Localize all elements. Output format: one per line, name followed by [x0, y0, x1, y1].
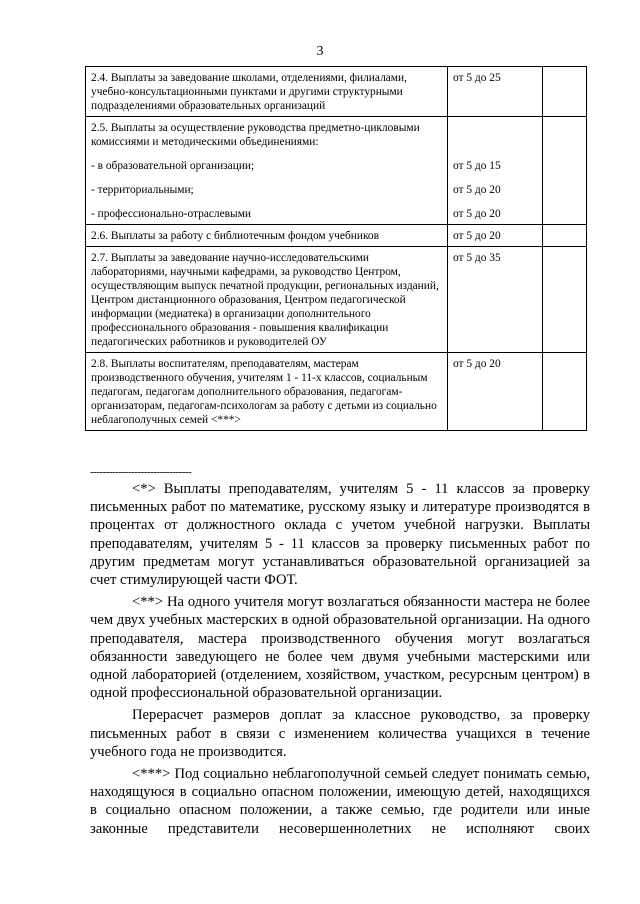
subitem-label: - в образовательной организации;: [91, 160, 255, 172]
subitem-value: от 5 до 15: [453, 160, 501, 172]
row-description: 2.7. Выплаты за заведование научно-исследовательскими лабораториями, научными кафедрами, за руководство Центром, осуществляющим выпуск печатной продукции, региональных изданий, Центром дистанционного образования, Центром педагогической информации (медиатека) в организации дополнительного профессионального образования - повышения квалификации педагогических работников и руководителей ОУ: [86, 247, 448, 353]
row-heading: 2.5. Выплаты за осуществление руководства предметно-цикловыми комиссиями и методическими объединениями:: [91, 122, 420, 148]
table-row-2-8: [86, 353, 587, 431]
subitem-label: - территориальными;: [91, 184, 194, 196]
page-number: 3: [316, 44, 324, 59]
footnotes: [90, 480, 590, 842]
table-row-2-6: [86, 225, 587, 247]
subitem-label: - профессионально-отраслевыми: [91, 208, 252, 220]
row-value: от 5 до 20: [448, 225, 543, 247]
row-description: 2.8. Выплаты воспитателям, преподавателям, мастерам производственного обучения, учителям 1 - 11-х классов, социальным педагогам, педагогам дополнительного образования, педагогам-организаторам, педагогам-психологам за работу с детьми из социально неблагополучных семей <***>: [86, 353, 448, 431]
subitem-value: от 5 до 20: [453, 184, 501, 196]
row-value: от 5 до 20: [448, 353, 543, 431]
row-value: [448, 117, 543, 225]
row-value: от 5 до 25: [448, 67, 543, 117]
row-description: 2.4. Выплаты за заведование школами, отделениями, филиалами, учебно-консультационными пунктами и другими структурными подразделениями образовательных организаций: [86, 67, 448, 117]
row-empty-cell: [543, 225, 587, 247]
payments-table: [85, 66, 587, 431]
row-empty-cell: [543, 67, 587, 117]
row-empty-cell: [543, 247, 587, 353]
row-empty-cell: [543, 353, 587, 431]
footnote-single-star: <*> Выплаты преподавателям, учителям 5 - 11 классов за проверку письменных работ по математике, русскому языку и литературе производятся в процентах от должностного оклада с учетом учебной нагрузки. Выплаты преподавателям, учителям 5 - 11 классов за проверку письменных работ по другим предметам могут устанавливаться образовательной организацией за счет стимулирующей части ФОТ.: [90, 481, 590, 589]
table-row-2-7: [86, 247, 587, 353]
subitem-value: от 5 до 20: [453, 208, 501, 220]
row-description: [86, 117, 448, 225]
table-row-2-5: [86, 117, 587, 225]
row-description: 2.6. Выплаты за работу с библиотечным фондом учебников: [86, 225, 448, 247]
table-row-2-4: [86, 67, 587, 117]
recalculation-note: Перерасчет размеров доплат за классное руководство, за проверку письменных работ в связи с изменением количества учащихся в течение учебного года не производится.: [90, 707, 590, 760]
row-empty-cell: [543, 117, 587, 225]
footnote-double-star: <**> На одного учителя могут возлагаться обязанности мастера не более чем двух учебных мастерских в одной образовательной организации. На одного преподавателя, мастера производственного обучения могут возлагаться обязанности заведующего не более чем двумя учебными мастерскими или одной лабораторией (отделением, хозяйством, участком, ресурсным центром) в одной профессиональной образовательной организации.: [90, 594, 590, 702]
footnote-triple-star: <***> Под социально неблагополучной семьей следует понимать семью, находящуюся в социально опасном положении, имеющую детей, находящихся в социально опасном положении, а также семью, где родители или иные законные представители несовершеннолетних не исполняют своих: [90, 766, 590, 837]
footnote-separator: --------------------------------: [90, 466, 192, 478]
row-value: от 5 до 35: [448, 247, 543, 353]
